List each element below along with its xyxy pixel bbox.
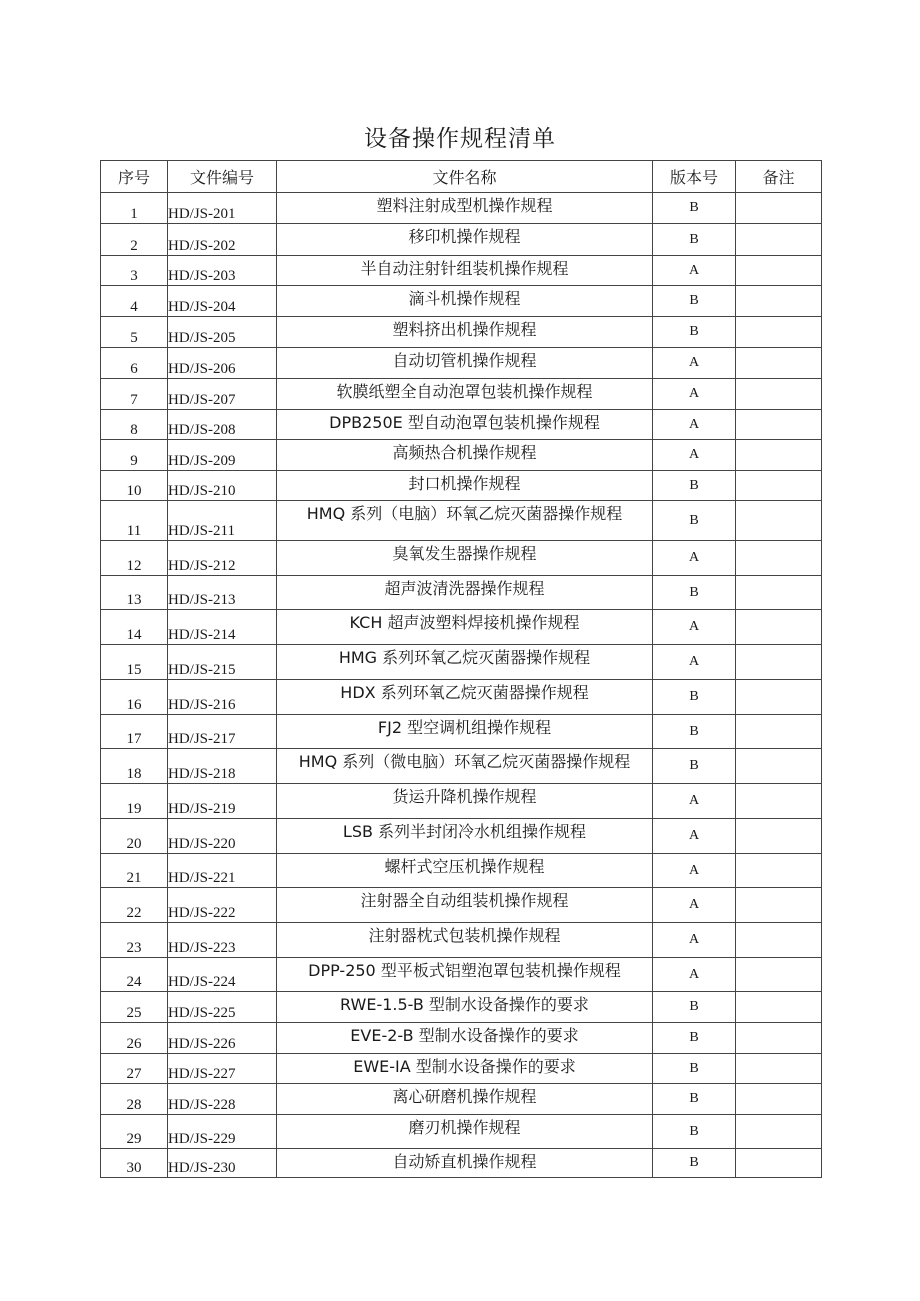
cell-seq: 22 (101, 888, 168, 923)
cell-code: HD/JS-226 (168, 1023, 277, 1054)
cell-seq: 7 (101, 379, 168, 410)
cell-code: HD/JS-220 (168, 819, 277, 854)
cell-name: 磨刃机操作规程 (277, 1115, 653, 1149)
cell-remark (736, 715, 822, 749)
table-row (101, 1023, 822, 1054)
cell-remark (736, 501, 822, 541)
table-row (101, 410, 822, 440)
table-row (101, 958, 822, 992)
cell-remark (736, 1084, 822, 1115)
cell-name: HDX 系列环氧乙烷灭菌器操作规程 (277, 680, 653, 715)
table-row (101, 348, 822, 379)
table-row (101, 888, 822, 923)
table-row (101, 541, 822, 576)
cell-code: HD/JS-202 (168, 224, 277, 256)
cell-seq: 16 (101, 680, 168, 715)
cell-name: HMQ 系列（电脑）环氧乙烷灭菌器操作规程 (277, 501, 653, 541)
cell-code: HD/JS-216 (168, 680, 277, 715)
table-row (101, 923, 822, 958)
cell-name: 注射器枕式包装机操作规程 (277, 923, 653, 958)
cell-version: B (653, 501, 736, 541)
cell-remark (736, 1023, 822, 1054)
cell-version: B (653, 193, 736, 224)
table-row (101, 224, 822, 256)
cell-seq: 29 (101, 1115, 168, 1149)
table-row (101, 680, 822, 715)
cell-remark (736, 610, 822, 645)
cell-seq: 24 (101, 958, 168, 992)
cell-code: HD/JS-223 (168, 923, 277, 958)
cell-version: B (653, 224, 736, 256)
cell-code: HD/JS-227 (168, 1054, 277, 1084)
cell-version: A (653, 379, 736, 410)
cell-version: B (653, 1084, 736, 1115)
cell-name: KCH 超声波塑料焊接机操作规程 (277, 610, 653, 645)
cell-code: HD/JS-219 (168, 784, 277, 819)
table-row (101, 784, 822, 819)
cell-seq: 6 (101, 348, 168, 379)
table-row (101, 610, 822, 645)
cell-remark (736, 410, 822, 440)
cell-version: B (653, 1023, 736, 1054)
cell-name: 臭氧发生器操作规程 (277, 541, 653, 576)
header-code: 文件编号 (168, 161, 277, 193)
cell-remark (736, 784, 822, 819)
cell-seq: 23 (101, 923, 168, 958)
cell-remark (736, 541, 822, 576)
cell-code: HD/JS-209 (168, 440, 277, 471)
cell-seq: 20 (101, 819, 168, 854)
cell-version: B (653, 1115, 736, 1149)
table-row (101, 645, 822, 680)
cell-code: HD/JS-230 (168, 1149, 277, 1178)
cell-version: A (653, 958, 736, 992)
table-body (101, 193, 822, 1178)
header-name: 文件名称 (277, 161, 653, 193)
cell-version: A (653, 256, 736, 286)
cell-remark (736, 379, 822, 410)
cell-code: HD/JS-229 (168, 1115, 277, 1149)
table-row (101, 992, 822, 1023)
table-row (101, 854, 822, 888)
cell-remark (736, 819, 822, 854)
cell-code: HD/JS-206 (168, 348, 277, 379)
header-version: 版本号 (653, 161, 736, 193)
cell-remark (736, 680, 822, 715)
cell-seq: 21 (101, 854, 168, 888)
table-row (101, 1115, 822, 1149)
cell-name: FJ2 型空调机组操作规程 (277, 715, 653, 749)
cell-name: EVE-2-B 型制水设备操作的要求 (277, 1023, 653, 1054)
cell-name: 封口机操作规程 (277, 471, 653, 501)
cell-seq: 10 (101, 471, 168, 501)
cell-code: HD/JS-210 (168, 471, 277, 501)
cell-version: B (653, 317, 736, 348)
cell-seq: 17 (101, 715, 168, 749)
cell-code: HD/JS-207 (168, 379, 277, 410)
cell-code: HD/JS-228 (168, 1084, 277, 1115)
table-row (101, 440, 822, 471)
cell-name: 离心研磨机操作规程 (277, 1084, 653, 1115)
cell-remark (736, 286, 822, 317)
cell-seq: 30 (101, 1149, 168, 1178)
cell-name: HMG 系列环氧乙烷灭菌器操作规程 (277, 645, 653, 680)
cell-version: A (653, 410, 736, 440)
cell-name: 高频热合机操作规程 (277, 440, 653, 471)
cell-remark (736, 888, 822, 923)
cell-code: HD/JS-217 (168, 715, 277, 749)
cell-code: HD/JS-205 (168, 317, 277, 348)
cell-remark (736, 193, 822, 224)
cell-remark (736, 1115, 822, 1149)
cell-remark (736, 923, 822, 958)
cell-name: DPB250E 型自动泡罩包装机操作规程 (277, 410, 653, 440)
table-row (101, 286, 822, 317)
cell-name: 螺杆式空压机操作规程 (277, 854, 653, 888)
cell-seq: 1 (101, 193, 168, 224)
cell-version: B (653, 471, 736, 501)
table-row (101, 1054, 822, 1084)
cell-version: B (653, 992, 736, 1023)
cell-code: HD/JS-201 (168, 193, 277, 224)
cell-code: HD/JS-221 (168, 854, 277, 888)
cell-version: B (653, 715, 736, 749)
cell-version: A (653, 888, 736, 923)
cell-version: A (653, 784, 736, 819)
cell-version: A (653, 440, 736, 471)
cell-seq: 13 (101, 576, 168, 610)
cell-name: 移印机操作规程 (277, 224, 653, 256)
cell-remark (736, 749, 822, 784)
cell-remark (736, 471, 822, 501)
cell-seq: 26 (101, 1023, 168, 1054)
cell-remark (736, 645, 822, 680)
table-row (101, 256, 822, 286)
cell-remark (736, 1054, 822, 1084)
cell-version: B (653, 680, 736, 715)
cell-version: A (653, 923, 736, 958)
cell-remark (736, 224, 822, 256)
header-remark: 备注 (736, 161, 822, 193)
cell-code: HD/JS-203 (168, 256, 277, 286)
cell-name: 注射器全自动组装机操作规程 (277, 888, 653, 923)
table-row (101, 715, 822, 749)
cell-remark (736, 992, 822, 1023)
cell-version: A (653, 610, 736, 645)
cell-code: HD/JS-204 (168, 286, 277, 317)
cell-code: HD/JS-211 (168, 501, 277, 541)
cell-code: HD/JS-215 (168, 645, 277, 680)
page-title: 设备操作规程清单 (364, 126, 556, 152)
cell-remark (736, 440, 822, 471)
table-row (101, 471, 822, 501)
table-header (101, 161, 822, 193)
table-row (101, 576, 822, 610)
cell-seq: 15 (101, 645, 168, 680)
header-seq: 序号 (101, 161, 168, 193)
cell-name: 自动切管机操作规程 (277, 348, 653, 379)
cell-code: HD/JS-224 (168, 958, 277, 992)
table-row (101, 193, 822, 224)
cell-version: B (653, 1149, 736, 1178)
cell-name: RWE-1.5-B 型制水设备操作的要求 (277, 992, 653, 1023)
cell-seq: 5 (101, 317, 168, 348)
cell-name: 半自动注射针组装机操作规程 (277, 256, 653, 286)
cell-version: A (653, 645, 736, 680)
cell-name: DPP-250 型平板式铝塑泡罩包装机操作规程 (277, 958, 653, 992)
cell-code: HD/JS-212 (168, 541, 277, 576)
cell-name: EWE-IA 型制水设备操作的要求 (277, 1054, 653, 1084)
cell-seq: 19 (101, 784, 168, 819)
cell-seq: 11 (101, 501, 168, 541)
table-row (101, 379, 822, 410)
cell-seq: 27 (101, 1054, 168, 1084)
cell-seq: 28 (101, 1084, 168, 1115)
cell-name: HMQ 系列（微电脑）环氧乙烷灭菌器操作规程 (277, 749, 653, 784)
table-row (101, 749, 822, 784)
cell-seq: 12 (101, 541, 168, 576)
cell-version: B (653, 286, 736, 317)
cell-seq: 4 (101, 286, 168, 317)
cell-seq: 18 (101, 749, 168, 784)
cell-code: HD/JS-208 (168, 410, 277, 440)
table-row (101, 1084, 822, 1115)
cell-name: 自动矫直机操作规程 (277, 1149, 653, 1178)
cell-remark (736, 317, 822, 348)
cell-remark (736, 256, 822, 286)
cell-code: HD/JS-222 (168, 888, 277, 923)
cell-version: A (653, 819, 736, 854)
cell-name: 超声波清洗器操作规程 (277, 576, 653, 610)
cell-code: HD/JS-213 (168, 576, 277, 610)
cell-seq: 9 (101, 440, 168, 471)
cell-name: 塑料注射成型机操作规程 (277, 193, 653, 224)
cell-version: B (653, 1054, 736, 1084)
cell-code: HD/JS-214 (168, 610, 277, 645)
cell-remark (736, 958, 822, 992)
cell-version: A (653, 348, 736, 379)
cell-seq: 25 (101, 992, 168, 1023)
table-row (101, 1149, 822, 1178)
cell-seq: 2 (101, 224, 168, 256)
cell-version: A (653, 541, 736, 576)
cell-seq: 8 (101, 410, 168, 440)
table-row (101, 317, 822, 348)
cell-remark (736, 1149, 822, 1178)
cell-name: 滴斗机操作规程 (277, 286, 653, 317)
cell-name: LSB 系列半封闭冷水机组操作规程 (277, 819, 653, 854)
cell-version: B (653, 749, 736, 784)
cell-remark (736, 348, 822, 379)
cell-remark (736, 854, 822, 888)
table-row (101, 501, 822, 541)
cell-code: HD/JS-225 (168, 992, 277, 1023)
table-row (101, 819, 822, 854)
procedure-table (100, 160, 822, 1178)
cell-seq: 3 (101, 256, 168, 286)
header-row (101, 161, 822, 193)
cell-version: A (653, 854, 736, 888)
cell-remark (736, 576, 822, 610)
cell-name: 软膜纸塑全自动泡罩包装机操作规程 (277, 379, 653, 410)
cell-code: HD/JS-218 (168, 749, 277, 784)
cell-name: 货运升降机操作规程 (277, 784, 653, 819)
cell-seq: 14 (101, 610, 168, 645)
cell-name: 塑料挤出机操作规程 (277, 317, 653, 348)
cell-version: B (653, 576, 736, 610)
